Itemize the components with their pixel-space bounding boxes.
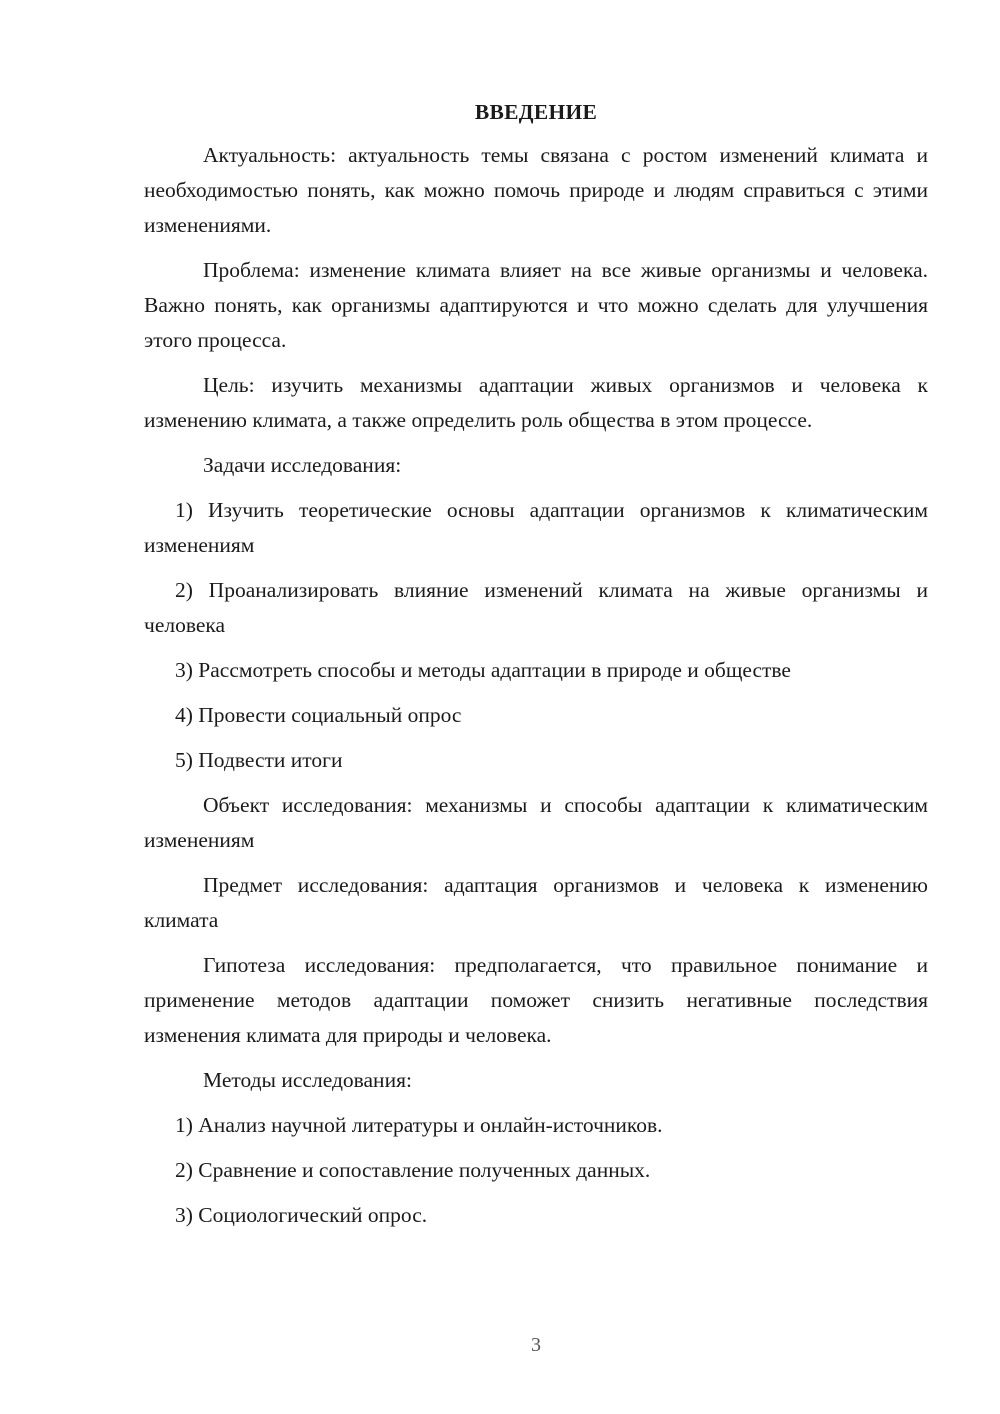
subject-paragraph: Предмет исследования: адаптация организмов и человека к изменению климата [144,873,928,932]
method-item: 2) Сравнение и сопоставление полученных данных. [175,1158,651,1182]
task-item: 5) Подвести итоги [175,748,343,772]
page-content [144,95,928,1243]
goal-paragraph: Цель: изучить механизмы адаптации живых организмов и человека к изменению климата, а также определить роль общества в этом процессе. [144,373,928,432]
task-item: 1) Изучить теоретические основы адаптации организмов к климатическим изменениям [144,498,928,557]
tasks-heading: Задачи исследования: [203,453,402,477]
task-item: 4) Провести социальный опрос [175,703,462,727]
method-item: 3) Социологический опрос. [175,1203,428,1227]
section-title: ВВЕДЕНИЕ [474,100,598,124]
task-item: 2) Проанализировать влияние изменений климата на живые организмы и человека [144,578,928,637]
object-paragraph: Объект исследования: механизмы и способы адаптации к климатическим изменениям [144,793,928,852]
page-number: 3 [531,1334,541,1356]
task-item: 3) Рассмотреть способы и методы адаптации в природе и обществе [175,658,791,682]
methods-heading: Методы исследования: [203,1068,412,1092]
problem-paragraph: Проблема: изменение климата влияет на все живые организмы и человека. Важно понять, как организмы адаптируются и что можно сделать для улучшения этого процесса. [144,258,928,352]
method-item: 1) Анализ научной литературы и онлайн-источников. [175,1113,663,1137]
hypothesis-paragraph: Гипотеза исследования: предполагается, что правильное понимание и применение методов адаптации поможет снизить негативные последствия изменения климата для природы и человека. [144,953,928,1047]
relevance-paragraph: Актуальность: актуальность темы связана с ростом изменений климата и необходимостью понять, как можно помочь природе и людям справиться с этими изменениями. [144,143,928,237]
